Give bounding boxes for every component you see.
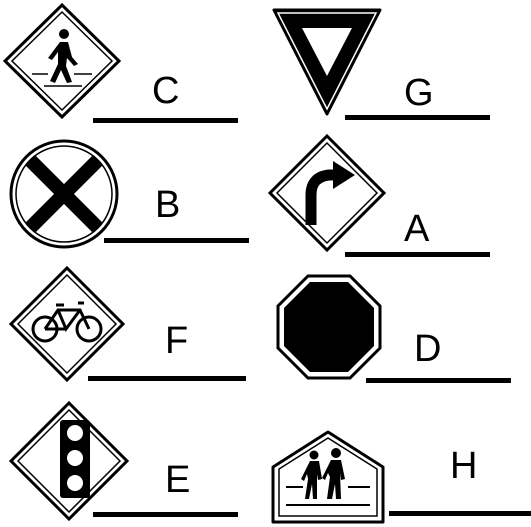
pedestrian-crossing-sign bbox=[2, 2, 122, 120]
answer-line-h bbox=[389, 511, 531, 516]
answer-label-d: D bbox=[414, 328, 442, 370]
answer-label-a: A bbox=[404, 208, 430, 250]
right-turn-sign bbox=[267, 133, 387, 253]
stop-sign bbox=[275, 273, 383, 381]
answer-label-f: F bbox=[165, 320, 189, 362]
answer-line-a bbox=[345, 252, 490, 257]
answer-line-e bbox=[93, 512, 238, 517]
answer-line-d bbox=[366, 378, 511, 383]
answer-line-f bbox=[88, 376, 246, 381]
answer-label-b: B bbox=[155, 184, 181, 226]
answer-label-e: E bbox=[165, 459, 191, 501]
yield-sign bbox=[268, 6, 386, 118]
answer-line-c bbox=[93, 118, 238, 123]
answer-label-h: H bbox=[450, 445, 478, 487]
answer-line-b bbox=[104, 238, 249, 243]
answer-label-c: C bbox=[152, 70, 180, 112]
answer-label-g: G bbox=[404, 72, 434, 114]
bicycle-sign bbox=[8, 265, 126, 383]
answer-line-g bbox=[345, 115, 490, 120]
signal-ahead-sign bbox=[8, 400, 130, 522]
school-zone-sign bbox=[270, 429, 386, 525]
railroad-crossing-sign bbox=[8, 138, 120, 250]
traffic-light-icon bbox=[60, 420, 90, 498]
